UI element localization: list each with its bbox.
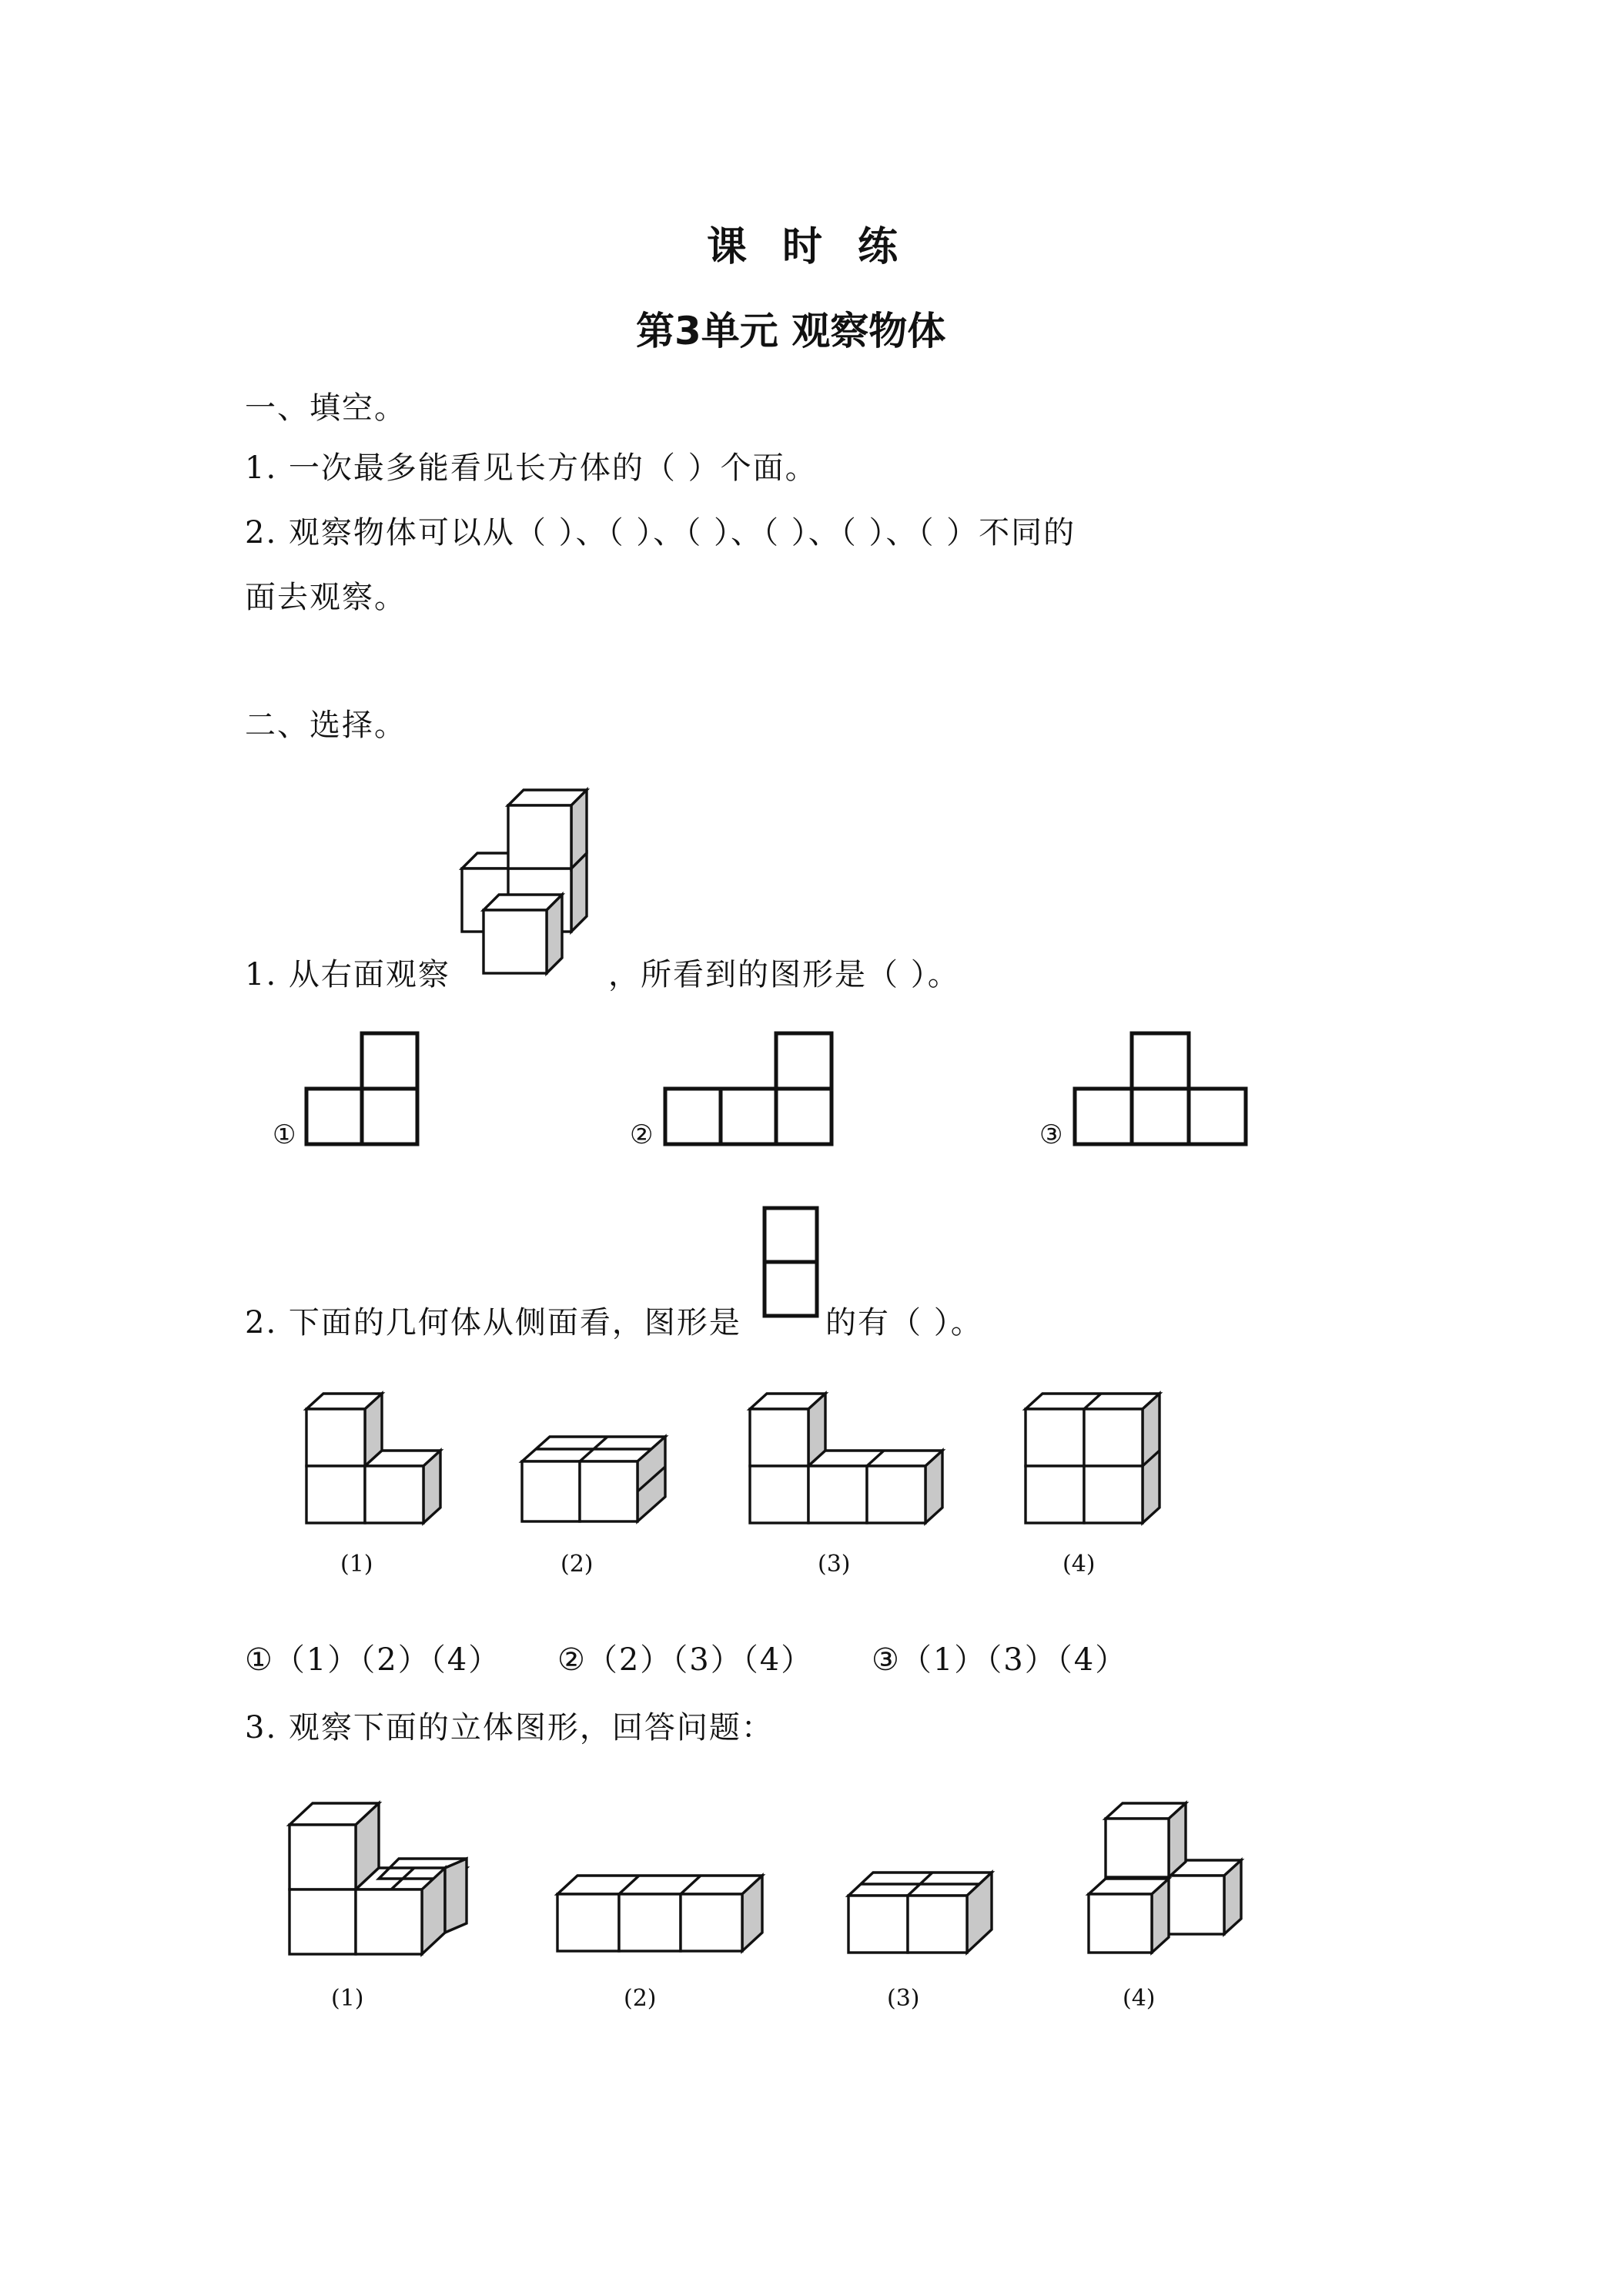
q3-solid-3 <box>845 1862 999 1970</box>
q3-caption-4: (4) <box>1123 1985 1156 2012</box>
q2-caption-3: (3) <box>818 1551 851 1578</box>
option-3-view[interactable] <box>1072 1029 1249 1152</box>
q2-caption-2: (2) <box>561 1551 594 1578</box>
option-2-marker[interactable]: ② <box>630 1120 654 1150</box>
question-2-2-suffix: 的有（ ）。 <box>825 1305 983 1340</box>
q3-solid-2 <box>554 1863 770 1971</box>
q2-choice-1[interactable]: ①（1）（2）（4） <box>245 1642 501 1678</box>
question-1-1: 1. 一次最多能看见长方体的（ ）个面。 <box>245 450 818 486</box>
question-2-2-prefix: 2. 下面的几何体从侧面看，图形是 <box>245 1305 741 1340</box>
q2-caption-4: (4) <box>1062 1551 1096 1578</box>
question-2-1-suffix: ，所看到的图形是（ ）。 <box>608 957 960 992</box>
q2-side-view-shape <box>762 1206 821 1321</box>
question-1-2-line2: 面去观察。 <box>245 580 407 615</box>
question-2-3: 3. 观察下面的立体图形，回答问题： <box>245 1710 774 1745</box>
option-1-marker[interactable]: ① <box>273 1120 296 1150</box>
option-1-view[interactable] <box>303 1029 419 1152</box>
q2-solid-2[interactable] <box>519 1429 681 1529</box>
q1-solid-figure <box>454 778 608 986</box>
section-heading-choice: 二、选择。 <box>245 708 407 743</box>
q3-solid-1 <box>283 1792 476 1970</box>
q3-caption-1: (1) <box>331 1985 364 2012</box>
q2-solid-4[interactable] <box>1021 1386 1175 1532</box>
unit-title: 第3单元 观察物体 <box>636 309 946 353</box>
q2-choice-2[interactable]: ②（2）（3）（4） <box>557 1642 814 1678</box>
q2-solid-3[interactable] <box>745 1386 953 1532</box>
q2-choice-3[interactable]: ③（1）（3）（4） <box>872 1642 1128 1678</box>
q2-solid-1[interactable] <box>302 1386 456 1532</box>
section-heading-fill-in: 一、填空。 <box>245 390 407 426</box>
q2-caption-1: (1) <box>340 1551 373 1578</box>
q3-solid-4 <box>1078 1797 1255 1966</box>
q3-caption-2: (2) <box>624 1985 657 2012</box>
page-title: 课时练 <box>707 224 934 270</box>
q3-caption-3: (3) <box>887 1985 920 2012</box>
question-1-2-line1: 2. 观察物体可以从（ ）、（ ）、（ ）、（ ）、（ ）、（ ）不同的 <box>245 515 1076 551</box>
question-2-1-prefix: 1. 从右面观察 <box>245 957 450 992</box>
option-3-marker[interactable]: ③ <box>1039 1120 1063 1150</box>
option-2-view[interactable] <box>662 1029 832 1152</box>
